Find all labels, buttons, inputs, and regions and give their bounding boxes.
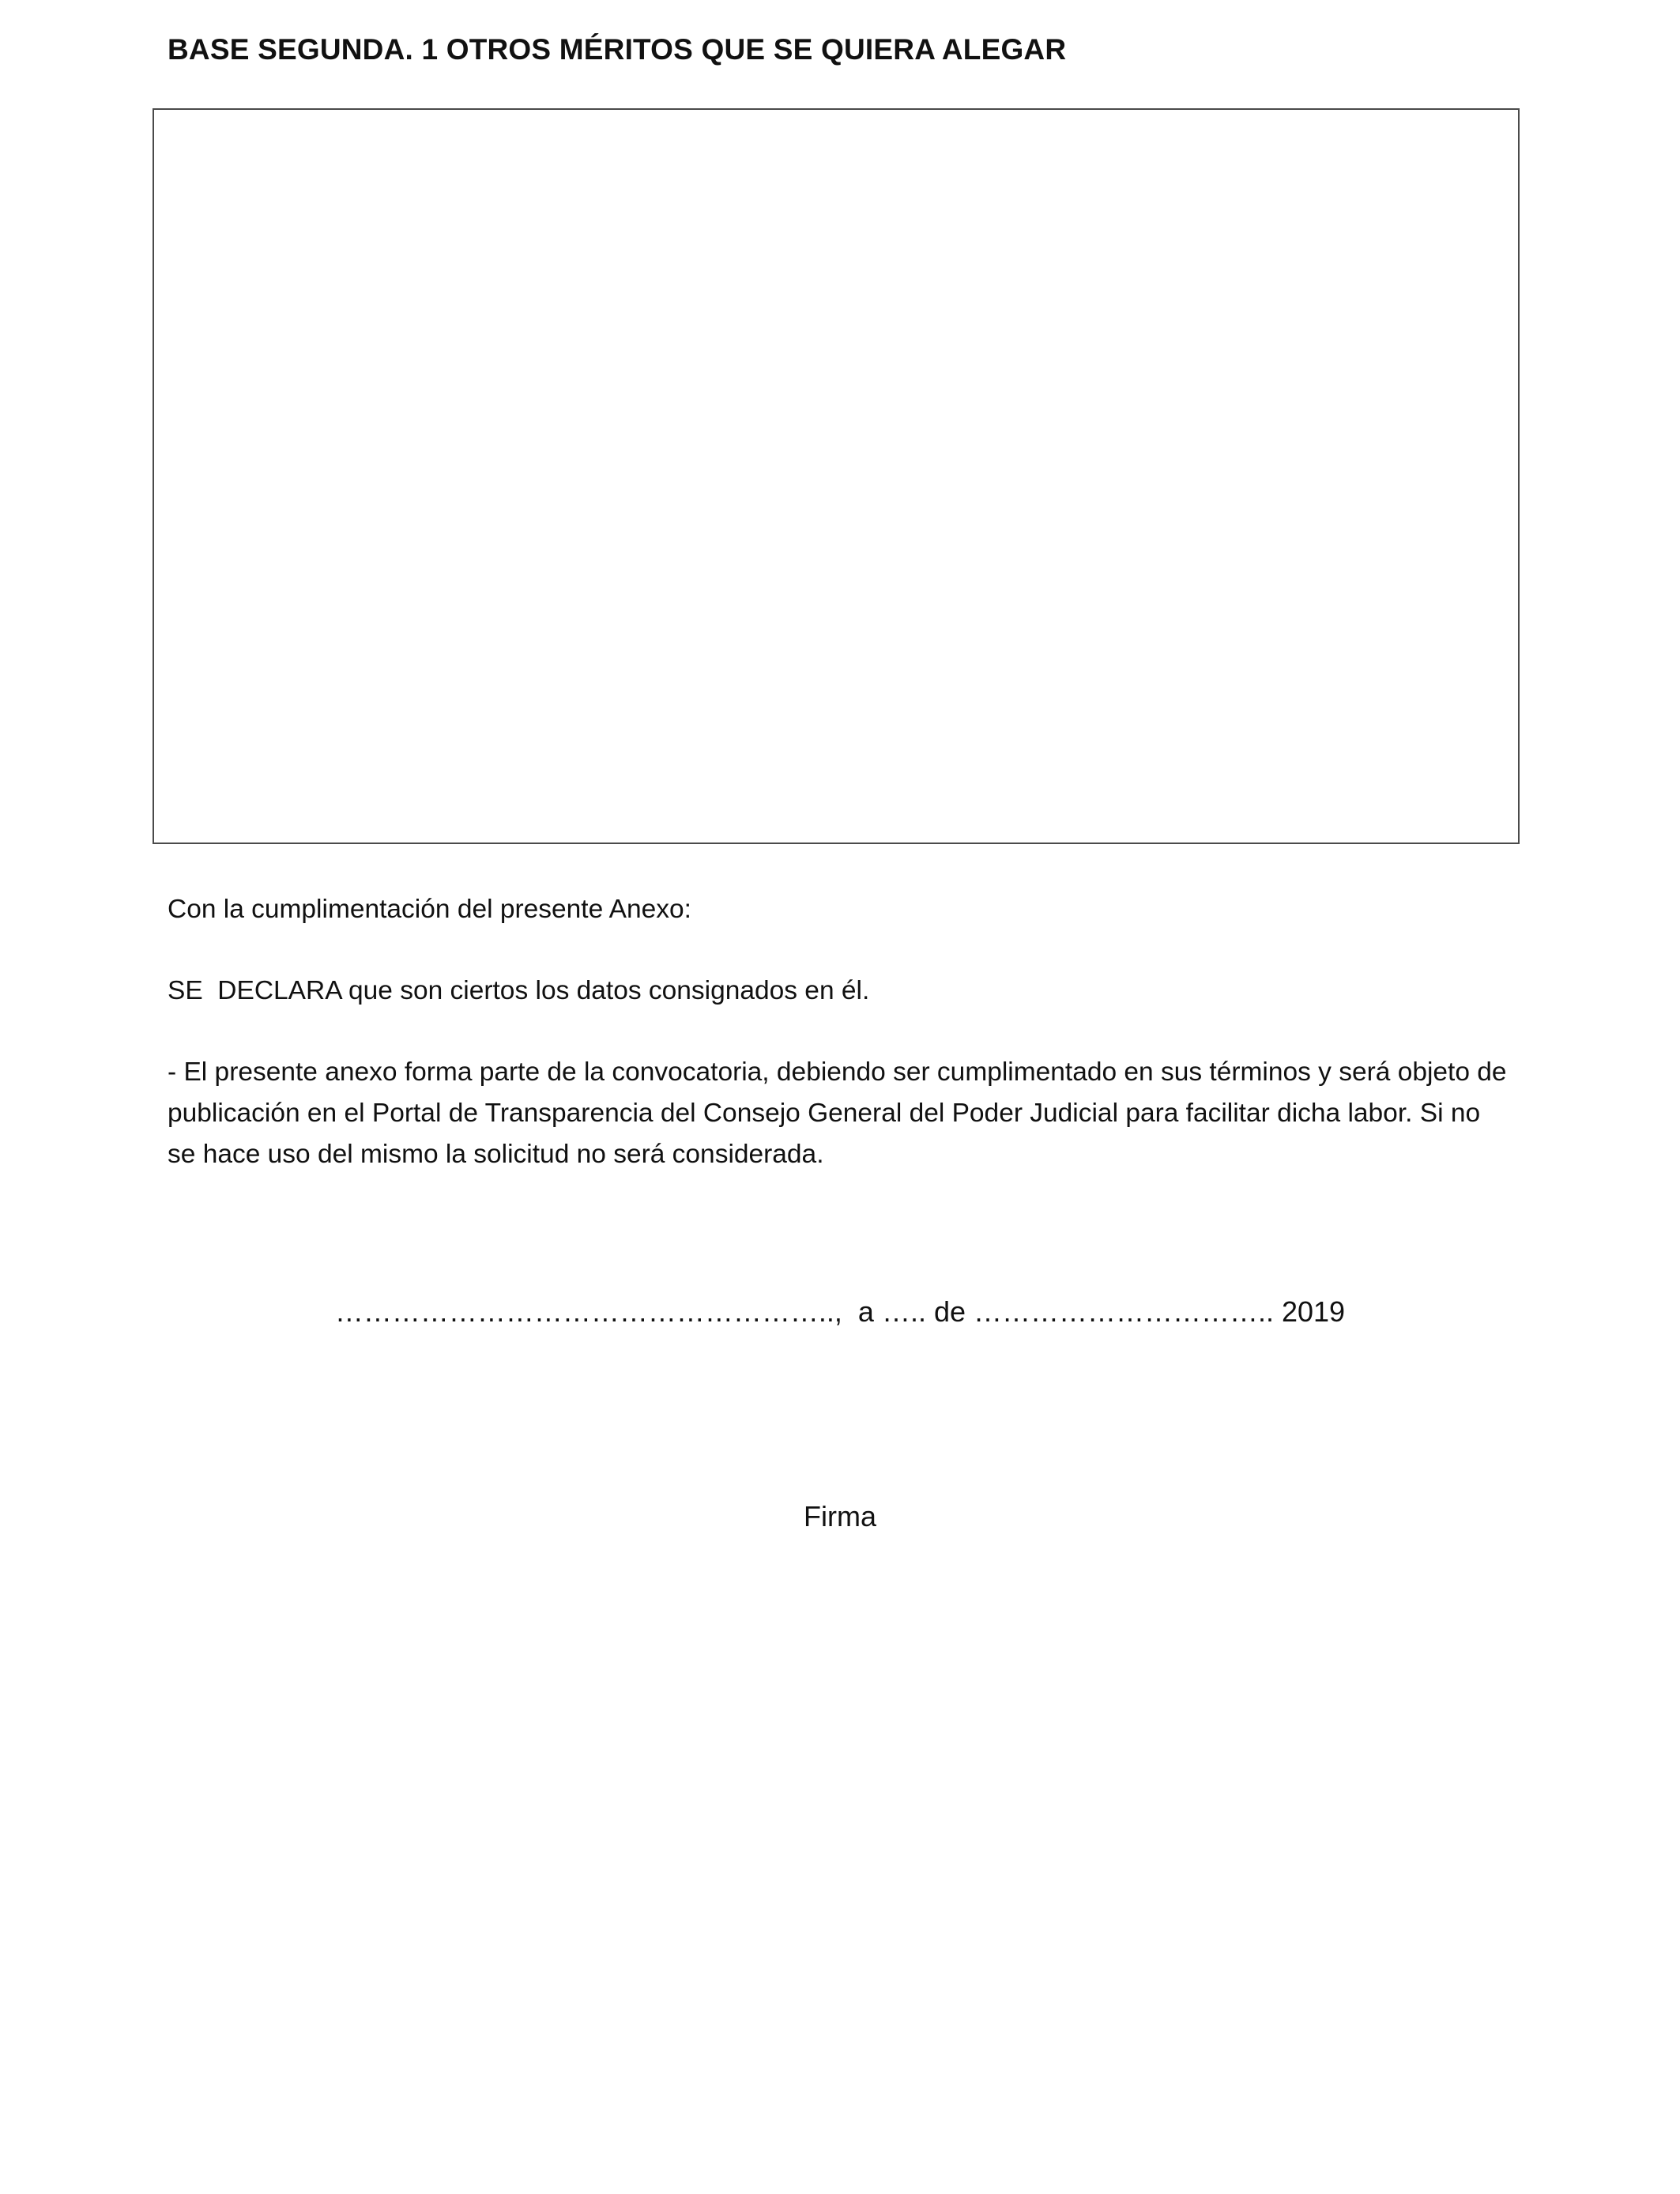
other-merits-box[interactable]	[153, 108, 1520, 844]
intro-text: Con la cumplimentación del presente Anexo:	[168, 895, 691, 924]
page-title: BASE SEGUNDA. 1 OTROS MÉRITOS QUE SE QUIERA ALEGAR	[168, 33, 1067, 66]
place-date-line: …………………………………………….., a ….. de ………………………….. 2019	[334, 1295, 1346, 1328]
signature-label: Firma	[804, 1500, 876, 1532]
note-paragraph: - El presente anexo forma parte de la convocatoria, debiendo ser cumplimentado en sus términos y será objeto de publicación en el Portal de Transparencia del Consejo General del Poder Judicial para facilitar dicha labor. Si no se hace uso del mismo la solicitud no será considerada.	[168, 1057, 1507, 1169]
declaration-text: SE DECLARA que son ciertos los datos consignados en él.	[168, 976, 870, 1005]
